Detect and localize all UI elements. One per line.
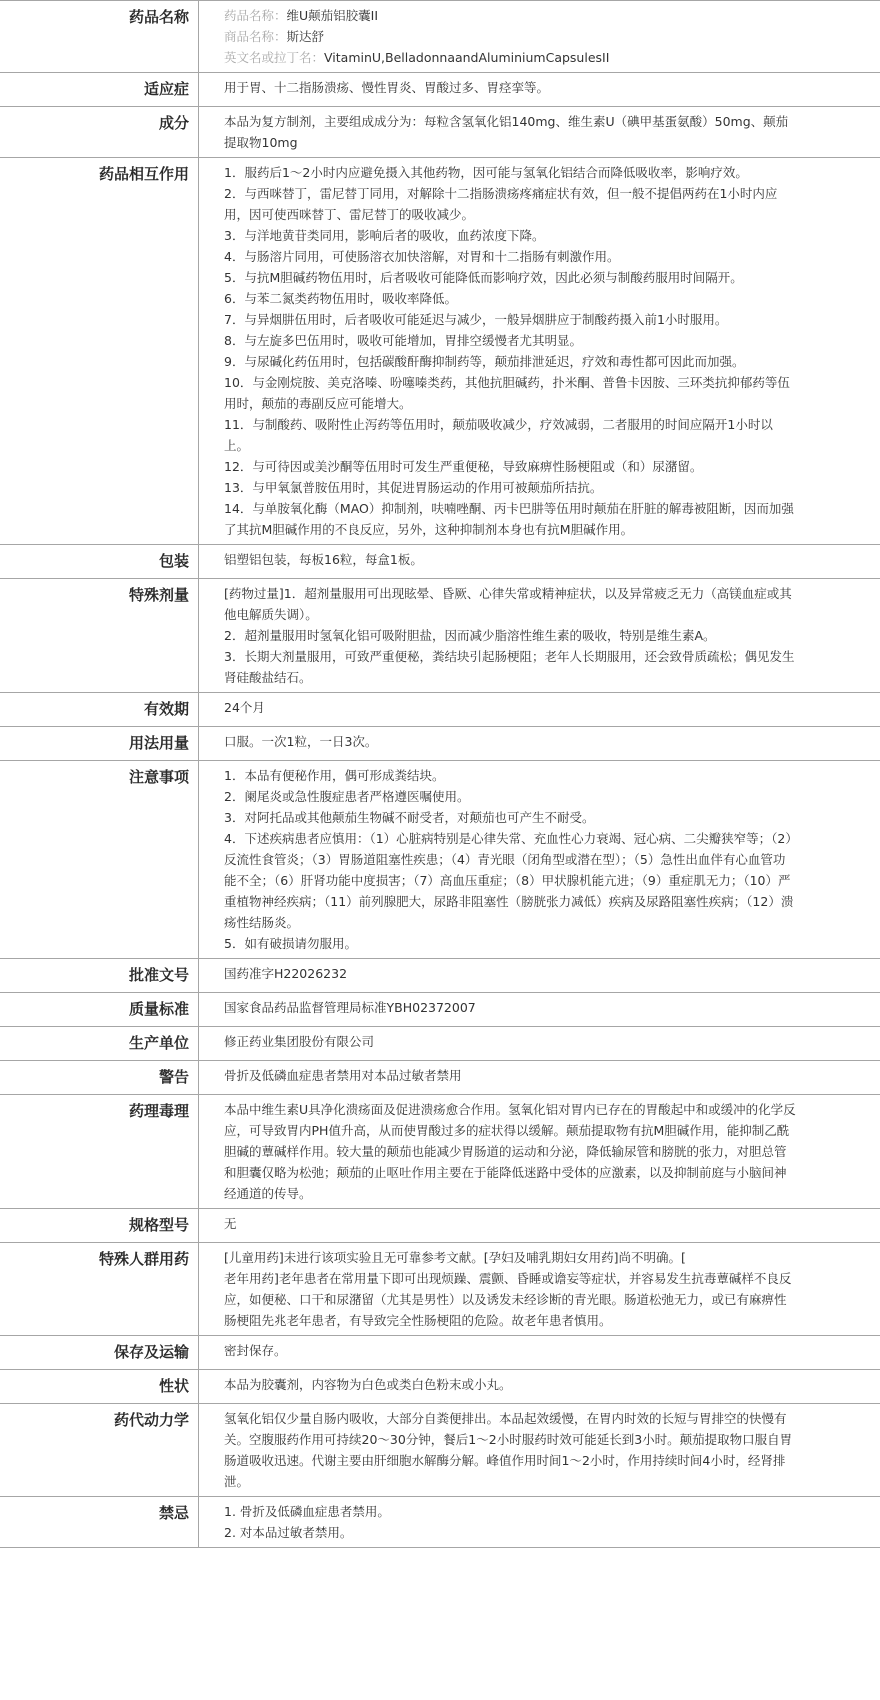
row-label: 警告 xyxy=(0,1061,199,1094)
text-line: 1．本品有便秘作用，偶可形成粪结块。 xyxy=(224,768,445,783)
row-value xyxy=(199,545,880,578)
row-approval-number xyxy=(0,959,880,993)
text-line: 9．与尿碱化药伍用时，包括碳酸酐酶抑制药等，颠茄排泄延迟，疗效和毒性都可因此而加强。 xyxy=(224,354,745,369)
row-contraindications xyxy=(0,1497,880,1548)
row-ingredients xyxy=(0,107,880,158)
row-value xyxy=(199,579,880,692)
text-line: 本品为胶囊剂，内容物为白色或类白色粉末或小丸。 xyxy=(224,1377,512,1392)
name-key: 商品名称： xyxy=(224,29,287,44)
text-line: 用于胃、十二指肠溃疡、慢性胃炎、胃酸过多、胃痉挛等。 xyxy=(224,80,550,95)
row-label: 禁忌 xyxy=(0,1497,199,1547)
row-drug-name xyxy=(0,0,880,73)
row-label: 药理毒理 xyxy=(0,1095,199,1208)
text-line: 无 xyxy=(224,1216,237,1231)
row-value xyxy=(199,1370,880,1403)
row-value xyxy=(199,1336,880,1369)
row-pharmacology xyxy=(0,1095,880,1209)
row-value xyxy=(199,1027,880,1060)
row-label: 用法用量 xyxy=(0,727,199,760)
row-value xyxy=(199,1209,880,1242)
row-storage xyxy=(0,1336,880,1370)
trade-name-line xyxy=(224,26,796,47)
text-line: 3．对阿托品或其他颠茄生物碱不耐受者，对颠茄也可产生不耐受。 xyxy=(224,810,595,825)
row-label: 药品名称 xyxy=(0,1,199,72)
text-line: [药物过量]1．超剂量服用可出现眩晕、昏厥、心律失常或精神症状，以及异常疲乏无力（高镁血症或其他电解质失调）。 xyxy=(224,586,792,622)
row-quality-standard xyxy=(0,993,880,1027)
text-line: [儿童用药]未进行该项实验且无可靠参考文献。[孕妇及哺乳期妇女用药]尚不明确。[ xyxy=(224,1250,686,1265)
row-special-dosage xyxy=(0,579,880,693)
row-value xyxy=(199,1,880,72)
text-line: 13．与甲氧氯普胺伍用时，其促进胃肠运动的作用可被颠茄所拮抗。 xyxy=(224,480,603,495)
row-label: 生产单位 xyxy=(0,1027,199,1060)
row-label: 注意事项 xyxy=(0,761,199,958)
text-line: 10．与金刚烷胺、美克洛嗪、吩噻嗪类药，其他抗胆碱药，扑米酮、普鲁卡因胺、三环类抗抑郁药等伍用时，颠茄的毒副反应可能增大。 xyxy=(224,375,790,411)
row-value xyxy=(199,1243,880,1335)
row-label: 批准文号 xyxy=(0,959,199,992)
row-label: 质量标准 xyxy=(0,993,199,1026)
text-line: 2. 对本品过敏者禁用。 xyxy=(224,1525,353,1540)
row-label: 特殊人群用药 xyxy=(0,1243,199,1335)
row-label: 有效期 xyxy=(0,693,199,726)
text-line: 6．与苯二氮类药物伍用时，吸收率降低。 xyxy=(224,291,457,306)
text-line: 4．与肠溶片同用，可使肠溶衣加快溶解，对胃和十二指肠有刺激作用。 xyxy=(224,249,620,264)
row-value xyxy=(199,959,880,992)
name-key: 药品名称： xyxy=(224,8,287,23)
text-line: 2．超剂量服用时氢氧化铝可吸附胆盐，因而减少脂溶性维生素的吸收，特别是维生素A。 xyxy=(224,628,716,643)
text-line: 密封保存。 xyxy=(224,1343,287,1358)
text-line: 5．如有破损请勿服用。 xyxy=(224,936,357,951)
row-value xyxy=(199,73,880,106)
row-value xyxy=(199,993,880,1026)
row-value xyxy=(199,1497,880,1547)
row-label: 成分 xyxy=(0,107,199,157)
row-label: 性状 xyxy=(0,1370,199,1403)
text-line: 国家食品药品监督管理局标准YBH02372007 xyxy=(224,1000,476,1015)
name-key: 英文名或拉丁名： xyxy=(224,50,325,65)
row-pharmacokinetics xyxy=(0,1404,880,1497)
row-value xyxy=(199,1404,880,1496)
text-line: 1. 骨折及低磷血症患者禁用。 xyxy=(224,1504,390,1519)
text-line: 铝塑铝包装，每板16粒，每盒1板。 xyxy=(224,552,423,567)
row-label: 药代动力学 xyxy=(0,1404,199,1496)
name-value: 斯达舒 xyxy=(286,29,325,44)
row-value xyxy=(199,761,880,958)
text-line: 本品中维生素U具净化溃疡面及促进溃疡愈合作用。氢氧化铝对胃内已存在的胃酸起中和或缓冲的化学反应，可导致胃内PH值升高，从而使胃酸过多的症状得以缓解。颠茄提取物有抗M胆碱作用，能抑制乙酰胆碱的蕈碱样作用。较大量的颠茄也能减少胃肠道的运动和分泌，降低输尿管和膀胱的张力，对胆总管和胆囊仅略为松弛；颠茄的止呕吐作用主要在于能降低迷路中受体的应激素，以及抑制前庭与小脑间神经通道的传导。 xyxy=(224,1102,796,1201)
text-line: 1．服药后1～2小时内应避免摄入其他药物，因可能与氢氧化铝结合而降低吸收率，影响疗效。 xyxy=(224,165,748,180)
text-line: 2．与西咪替丁，雷尼替丁同用，对解除十二指肠溃疡疼痛症状有效，但一般不提倡两药在1小时内应用，因可使西咪替丁、雷尼替丁的吸收减少。 xyxy=(224,186,778,222)
latin-name-line xyxy=(224,47,796,68)
row-value xyxy=(199,693,880,726)
text-line: 8．与左旋多巴伍用时，吸收可能增加，胃排空缓慢者尤其明显。 xyxy=(224,333,582,348)
row-packaging xyxy=(0,545,880,579)
text-line: 国药准字H22026232 xyxy=(224,966,348,981)
text-line: 老年用药]老年患者在常用量下即可出现烦躁、震颤、昏睡或谵妄等症状，并容易发生抗毒蕈碱样不良反应，如便秘、口干和尿潴留（尤其是男性）以及诱发未经诊断的青光眼。肠道松弛无力，或已有麻痹性肠梗阻先兆老年患者，有导致完全性肠梗阻的危险。故老年患者慎用。 xyxy=(224,1271,792,1328)
name-value: 维U颠茄铝胶囊II xyxy=(286,8,379,23)
text-line: 11．与制酸药、吸附性止泻药等伍用时，颠茄吸收减少，疗效减弱，二者服用的时间应隔开1小时以上。 xyxy=(224,417,773,453)
row-label: 药品相互作用 xyxy=(0,158,199,544)
row-appearance xyxy=(0,1370,880,1404)
row-interactions xyxy=(0,158,880,545)
text-line: 氢氧化铝仅少量自肠内吸收，大部分自粪便排出。本品起效缓慢，在胃内时效的长短与胃排空的快慢有关。空腹服药作用可持续20～30分钟，餐后1～2小时服药时效可能延长到3小时。颠茄提取物口服自胃肠道吸收迅速。代谢主要由肝细胞水解酶分解。峰值作用时间1～2小时，作用持续时间4小时，经肾排泄。 xyxy=(224,1411,793,1489)
row-value xyxy=(199,1061,880,1094)
text-line: 3．与洋地黄苷类同用，影响后者的吸收，血药浓度下降。 xyxy=(224,228,545,243)
row-label: 包装 xyxy=(0,545,199,578)
row-special-populations xyxy=(0,1243,880,1336)
row-label: 特殊剂量 xyxy=(0,579,199,692)
text-line: 骨折及低磷血症患者禁用对本品过敏者禁用 xyxy=(224,1068,462,1083)
text-line: 本品为复方制剂，主要组成成分为：每粒含氢氧化铝140mg、维生素U（碘甲基蛋氨酸）50mg、颠茄提取物10mg xyxy=(224,114,789,150)
row-indications xyxy=(0,73,880,107)
text-line: 5．与抗M胆碱药物伍用时，后者吸收可能降低而影响疗效，因此必须与制酸药服用时间隔开。 xyxy=(224,270,743,285)
text-line: 12．与可待因或美沙酮等伍用时可发生严重便秘，导致麻痹性肠梗阻或（和）尿潴留。 xyxy=(224,459,703,474)
name-value: VitaminU,BelladonnaandAluminiumCapsulesII xyxy=(324,50,610,65)
text-line: 4．下述疾病患者应慎用：（1）心脏病特别是心律失常、充血性心力衰竭、冠心病、二尖瓣狭窄等；（2）反流性食管炎；（3）胃肠道阻塞性疾患；（4）青光眼（闭角型或潜在型）；（5）急性出血伴有心血管功能不全；（6）肝肾功能中度损害；（7）高血压重症；（8）甲状腺机能亢进；（9）重症肌无力；（10）严重植物神经疾病；（11）前列腺肥大，尿路非阻塞性（膀胱张力减低）疾病及尿路阻塞性疾病；（12）溃疡性结肠炎。 xyxy=(224,831,794,930)
row-label: 适应症 xyxy=(0,73,199,106)
text-line: 口服。一次1粒，一日3次。 xyxy=(224,734,378,749)
row-usage xyxy=(0,727,880,761)
text-line: 24个月 xyxy=(224,700,265,715)
text-line: 14．与单胺氧化酶（MAO）抑制剂，呋喃唑酮、丙卡巴肼等伍用时颠茄在肝脏的解毒被阻断，因而加强了其抗M胆碱作用的不良反应，另外，这种抑制剂本身也有抗M胆碱作用。 xyxy=(224,501,794,537)
row-warning xyxy=(0,1061,880,1095)
text-line: 7．与异烟肼伍用时，后者吸收可能延迟与减少，一般异烟肼应于制酸药摄入前1小时服用。 xyxy=(224,312,728,327)
row-precautions xyxy=(0,761,880,959)
row-label: 保存及运输 xyxy=(0,1336,199,1369)
generic-name-line xyxy=(224,5,796,26)
text-line: 3．长期大剂量服用，可致严重便秘，粪结块引起肠梗阻；老年人长期服用，还会致骨质疏松；偶见发生肾硅酸盐结石。 xyxy=(224,649,795,685)
row-manufacturer xyxy=(0,1027,880,1061)
text-line: 2．阑尾炎或急性腹症患者严格遵医嘱使用。 xyxy=(224,789,470,804)
row-value xyxy=(199,158,880,544)
row-value xyxy=(199,727,880,760)
row-label: 规格型号 xyxy=(0,1209,199,1242)
row-specification xyxy=(0,1209,880,1243)
row-value xyxy=(199,1095,880,1208)
text-line: 修正药业集团股份有限公司 xyxy=(224,1034,375,1049)
row-value xyxy=(199,107,880,157)
row-shelf-life xyxy=(0,693,880,727)
